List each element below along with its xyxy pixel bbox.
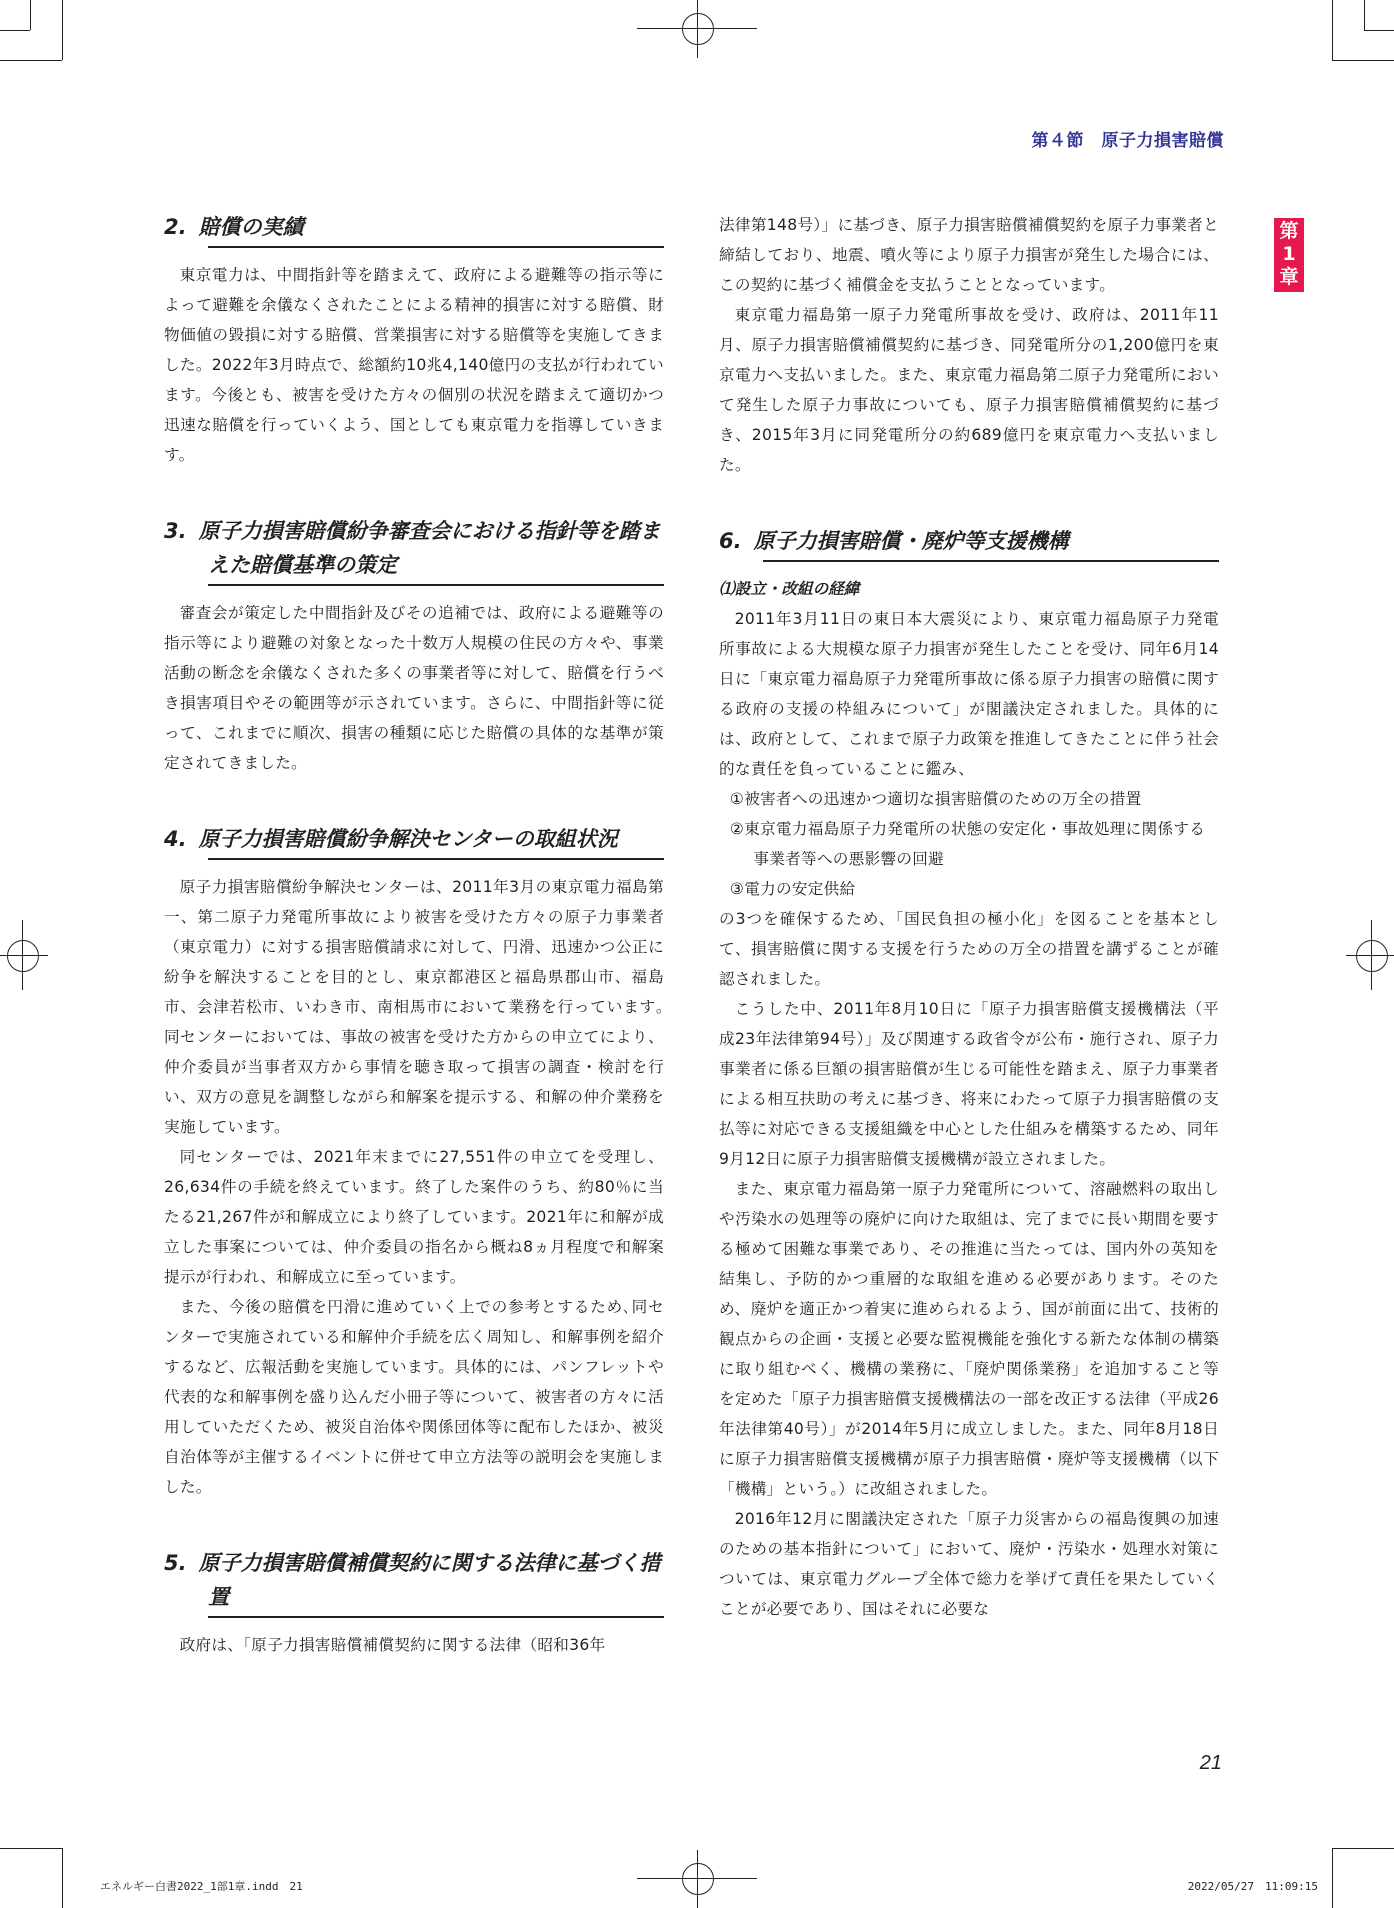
registration-circle xyxy=(682,1863,714,1895)
section-number: 2. xyxy=(164,215,187,239)
crop-mark xyxy=(0,1848,62,1849)
registration-circle xyxy=(7,940,39,972)
left-column xyxy=(164,210,664,1660)
paragraph: こうした中、2011年8月10日に「原子力損害賠償支援機構法（平成23年法律第94号）」及び関連する政省令が公布・施行され、原子力事業者に係る巨額の損害賠償が生じる可能性を踏まえ、原子力事業者による相互扶助の考えに基づき、将来にわたって原子力損害賠償の支払等に対応できる支援組織を中心とした仕組みを構築するため、同年9月12日に原子力損害賠償支援機構が設立されました。 xyxy=(719,1000,1219,1168)
section-heading xyxy=(164,822,664,860)
section-number: 5. xyxy=(164,1551,187,1575)
paragraph: 2011年3月11日の東日本大震災により、東京電力福島原子力発電所事故による大規模な原子力損害が発生したことを受け、同年6月14日に「東京電力福島原子力発電所事故に係る原子力損害の賠償に関する政府の支援の枠組みについて」が閣議決定されました。具体的には、政府として、これまで原子力政策を推進してきたことに伴う社会的な責任を負っていることに鑑み、 xyxy=(719,610,1219,778)
paragraph: 同センターでは、2021年末までに27,551件の申立てを受理し、26,634件の手続を終えています。終了した案件のうち、約80％に当たる21,267件が和解成立により終了しています。2021年に和解が成立した事案については、仲介委員の指名から概ね8ヵ月程度で和解案提示が行われ、和解成立に至っています。 xyxy=(164,1148,664,1286)
paragraph: の3つを確保するため、「国民負担の極小化」を図ることを基本として、損害賠償に関する支援を行うための万全の措置を講ずることが確認されました。 xyxy=(719,910,1219,988)
crop-mark xyxy=(30,0,31,30)
subsection-heading: ⑴設立・改組の経緯 xyxy=(719,580,860,598)
paragraph: 政府は、「原子力損害賠償補償契約に関する法律（昭和36年 xyxy=(179,1636,606,1654)
crop-mark xyxy=(0,60,62,61)
registration-circle xyxy=(1356,940,1388,972)
crop-mark xyxy=(1332,0,1333,60)
list-item: ①被害者への迅速かつ適切な損害賠償のための万全の措置 xyxy=(729,790,1142,808)
section-title: 原子力損害賠償補償契約に関する法律に基づく措置 xyxy=(198,1551,661,1609)
paragraph: 2016年12月に閣議決定された「原子力災害からの福島復興の加速のための基本指針について」において、廃炉・汚染水・処理水対策については、東京電力グループ全体で総力を挙げて責任を果たしていくことが必要であり、国はそれに必要な xyxy=(719,1510,1219,1618)
section-heading xyxy=(164,1546,664,1618)
chapter-tab xyxy=(1274,218,1304,292)
crop-mark xyxy=(1332,1848,1333,1908)
page-number: 21 xyxy=(1199,1752,1222,1774)
crop-mark xyxy=(1332,60,1394,61)
footer-timestamp: 2022/05/27 11:09:15 xyxy=(1187,1880,1318,1893)
paragraph: また、東京電力福島第一原子力発電所について、溶融燃料の取出しや汚染水の処理等の廃炉に向けた取組は、完了までに長い期間を要する極めて困難な事業であり、その推進に当たっては、国内外の英知を結集し、予防的かつ重層的な取組を進める必要があります。そのため、廃炉を適正かつ着実に進められるよう、国が前面に出て、技術的観点からの企画・支援と必要な監視機能を強化する新たな体制の構築に取り組むべく、機構の業務に、「廃炉関係業務」を追加すること等を定めた「原子力損害賠償支援機構法の一部を改正する法律（平成26年法律第40号）」が2014年5月に成立しました。また、同年8月18日に原子力損害賠償支援機構が原子力損害賠償・廃炉等支援機構（以下「機構」という。）に改組されました。 xyxy=(719,1180,1219,1498)
paragraph: また、今後の賠償を円滑に進めていく上での参考とするため､同センターで実施されている和解仲介手続を広く周知し、和解事例を紹介するなど、広報活動を実施しています。具体的には、パンフレットや代表的な和解事例を盛り込んだ小冊子等について、被害者の方々に活用していただくため、被災自治体や関係団体等に配布したほか、被災自治体等が主催するイベントに併せて申立方法等の説明会を実施しました。 xyxy=(164,1298,664,1496)
section-title: 原子力損害賠償・廃炉等支援機構 xyxy=(753,529,1069,553)
crop-mark xyxy=(0,30,30,31)
list-item: ②東京電力福島原子力発電所の状態の安定化・事故処理に関係する事業者等への悪影響の回避 xyxy=(729,820,1206,868)
section-number: 6. xyxy=(719,529,742,553)
crop-mark xyxy=(1332,1848,1394,1849)
paragraph: 東京電力は、中間指針等を踏まえて、政府による避難等の指示等によって避難を余儀なくされたことによる精神的損害に対する賠償、財物価値の毀損に対する賠償、営業損害に対する賠償等を実施してきました。2022年3月時点で、総額約10兆4,140億円の支払が行われています。今後とも、被害を受けた方々の個別の状況を踏まえて適切かつ迅速な賠償を行っていくよう、国としても東京電力を指導していきます。 xyxy=(164,266,664,464)
crop-mark xyxy=(1364,30,1394,31)
paragraph: 原子力損害賠償紛争解決センターは、2011年3月の東京電力福島第一、第二原子力発電所事故により被害を受けた方々の原子力事業者（東京電力）に対する損害賠償請求に対して、円滑、迅速かつ公正に紛争を解決することを目的とし、東京都港区と福島県郡山市、福島市、会津若松市、いわき市、南相馬市において業務を行っています｡同センターにおいては、事故の被害を受けた方からの申立てにより、仲介委員が当事者双方から事情を聴き取って損害の調査・検討を行い、双方の意見を調整しながら和解案を提示する、和解の仲介業務を実施しています。 xyxy=(164,878,664,1136)
footer-file-info: エネルギー白書2022_1部1章.indd 21 xyxy=(100,1880,303,1893)
right-column xyxy=(719,210,1219,1624)
section-heading xyxy=(164,514,664,586)
section-number: 3. xyxy=(164,519,187,543)
section-heading xyxy=(164,210,664,248)
list-item: ③電力の安定供給 xyxy=(729,880,856,898)
chapter-tab-char: 第 xyxy=(1279,220,1299,242)
chapter-tab-char: 章 xyxy=(1279,266,1299,288)
paragraph: 審査会が策定した中間指針及びその追補では、政府による避難等の指示等により避難の対象となった十数万人規模の住民の方々や、事業活動の断念を余儀なくされた多くの事業者等に対して、賠償を行うべき損害項目やその範囲等が示されています。さらに、中間指針等に従って、これまでに順次、損害の種類に応じた賠償の具体的な基準が策定されてきました。 xyxy=(164,604,664,772)
section-number: 4. xyxy=(164,827,187,851)
section-title: 原子力損害賠償紛争審査会における指針等を踏まえた賠償基準の策定 xyxy=(198,519,661,577)
section-title: 原子力損害賠償紛争解決センターの取組状況 xyxy=(198,827,618,851)
section-title: 賠償の実績 xyxy=(198,215,304,239)
section-header: 第４節 原子力損害賠償 xyxy=(1031,131,1224,151)
chapter-tab-char: 1 xyxy=(1282,243,1296,265)
paragraph: 法律第148号）」に基づき、原子力損害賠償補償契約を原子力事業者と締結しており、地震、噴火等により原子力損害が発生した場合には、この契約に基づく補償金を支払うこととなっています。 xyxy=(719,216,1219,294)
crop-mark xyxy=(1364,0,1365,30)
paragraph: 東京電力福島第一原子力発電所事故を受け、政府は、2011年11月、原子力損害賠償補償契約に基づき、同発電所分の1,200億円を東京電力へ支払いました。また、東京電力福島第二原子力発電所において発生した原子力事故についても、原子力損害賠償補償契約に基づき、2015年3月に同発電所分の約689億円を東京電力へ支払いました。 xyxy=(719,306,1219,474)
section-heading xyxy=(719,524,1219,562)
registration-circle xyxy=(682,13,714,45)
crop-mark xyxy=(62,1848,63,1908)
crop-mark xyxy=(62,0,63,60)
